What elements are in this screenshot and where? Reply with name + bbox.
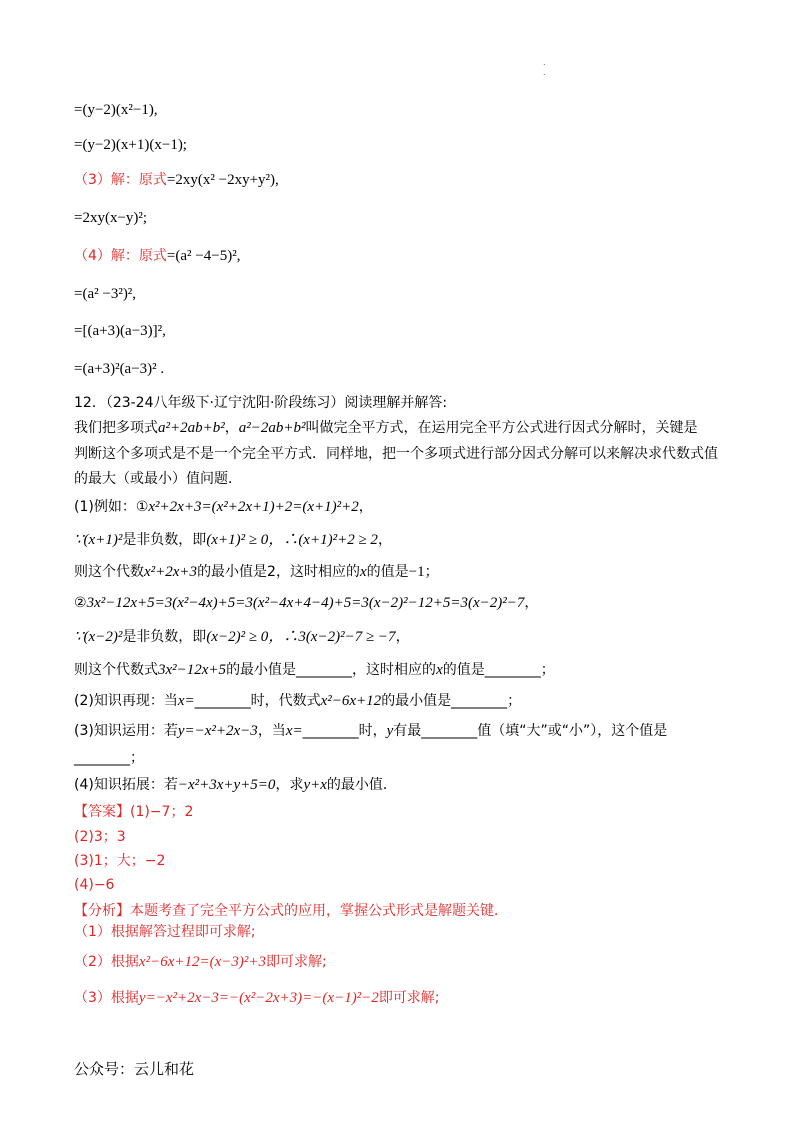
knowledge-3-continued: ________； [74,750,144,766]
text: 是非负数，即 [122,532,207,548]
then-line-1 [74,562,439,582]
math-expression: −x²+3x+y+5=0 [177,777,276,793]
text: (3)知识运用：若 [74,723,178,739]
answer-line-3: (3)1；大；−2 [74,853,166,869]
example-1 [74,497,373,517]
text: 即可求解; [378,990,440,1006]
text: 则这个代数式 [74,662,158,678]
answer-line-1 [74,802,193,822]
text: 我们把多项式 [74,420,158,436]
solution-line-5 [74,246,240,266]
answer-label: 【答案】 [74,804,130,820]
math-expression: ∵(x+1)² [74,532,123,548]
analysis-label: 【分析】 [74,903,130,919]
text: ________时， [302,723,387,739]
solution-line-8: =(a+3)²(a−3)² . [74,361,165,377]
math-expression: x²−6x+12=(x−3)²+3 [138,954,266,970]
text: 的最小值是________； [381,693,522,709]
text: 有最________值（填“大”或“小”），这个值是 [393,723,668,739]
text: (2)知识再现：当 [74,693,178,709]
knowledge-2 [74,691,521,711]
step-label: （4）解：原式 [74,248,167,264]
text: ； [424,564,439,580]
then-line-2 [74,660,555,680]
solution-line-2: =(y−2)(x+1)(x−1); [74,137,187,153]
text: （2）根据 [74,954,139,970]
text: 的最小值是2，这时相应的 [197,564,360,580]
analysis-step-2 [74,952,327,972]
math-value: −1 [408,564,425,580]
text: 则这个代数 [74,564,144,580]
answer-line-4: (4)−6 [74,877,115,893]
analysis-text: 本题考查了完全平方公式的应用，掌握公式形式是解题关键． [130,903,508,919]
math-expression: ，∴3(x−2)²−7 ≥ −7 [268,629,396,645]
corner-mark: . [543,58,546,67]
since-line-2 [74,627,410,647]
text: 叫做完全平方式，在运用完全平方公式进行因式分解时，关键是 [305,420,698,436]
math-expression: ，∴(x+1)²+2 ≥ 2 [268,532,378,548]
paragraph-line [74,418,698,438]
text: ， [224,420,239,436]
math-expression: =(a² −4−5)², [166,248,241,264]
paragraph-line: 的最大（或最小）值问题． [74,471,242,487]
math-expression: x²+2x+3=(x²+2x+1)+2=(x+1)²+2 [148,499,359,515]
math-expression: 3x²−12x+5 [158,662,227,678]
math-expression: 3x²−12x+5=3(x²−4x)+5=3(x²−4x+4−4)+5=3(x−2)²−12+5=3(x−2)²−7 [86,595,525,611]
math-expression: (x−2)² ≥ 0 [206,629,269,645]
since-line-1 [74,530,392,550]
knowledge-3 [74,721,667,741]
solution-line-1: =(y−2)(x²−1), [74,102,158,118]
solution-line-7: =[(a+3)(a−3)]², [74,323,166,339]
text: 的最小值． [326,777,397,793]
paragraph-line: 判断这个多项式是不是一个完全平方式．同样地，把一个多项式进行部分因式分解可以来解决求代数式值 [74,446,718,462]
math-expression: =2xy(x² −2xy+y²), [166,172,279,188]
text: 的最小值是________，这时相应的 [226,662,437,678]
text: ，求 [275,777,304,793]
footer-text: 公众号：云儿和花 [74,1060,195,1078]
math-expression: y=−x²+2x−3 [177,723,258,739]
text: 的值是 [366,564,409,580]
math-variable: x [436,662,443,678]
analysis-line [74,901,508,921]
math-expression: a²−2ab+b² [238,420,306,436]
step-label: （3）解：原式 [74,172,167,188]
knowledge-4 [74,775,397,795]
math-expression: x²+2x+3 [144,564,198,580]
question-title: 12．（23-24八年级下·辽宁沈阳·阶段练习）阅读理解并解答: [74,395,448,411]
text: (4)知识拓展：若 [74,777,178,793]
math-expression: a²+2ab+b² [158,420,225,436]
text: （3）根据 [74,990,139,1006]
analysis-step-3 [74,988,440,1008]
solution-line-6: =(a² −3²)², [74,286,137,302]
text: ，当 [257,723,286,739]
math-expression: y+x [303,777,327,793]
text: 的值是________； [442,662,555,678]
math-variable: y [386,723,394,739]
text: 即可求解; [266,954,327,970]
math-expression: x= [285,723,303,739]
math-variable: x [359,564,367,580]
analysis-step-1: （1）根据解答过程即可求解; [74,924,256,940]
text: ② [74,595,87,611]
solution-line-4: =2xy(x−y)²; [74,210,148,226]
text: (1)例如：① [74,499,149,515]
math-expression: ∵(x−2)² [74,629,123,645]
math-expression: x²−6x+12 [320,693,382,709]
corner-mark: . [543,68,546,77]
text: 是非负数，即 [122,629,207,645]
text: ， [358,499,373,515]
math-expression: x= [177,693,195,709]
text: ， [524,595,539,611]
solution-line-3 [74,170,279,190]
math-expression: y=−x²+2x−3=−(x²−2x+3)=−(x−1)²−2 [138,990,379,1006]
math-expression: (x+1)² ≥ 0 [206,532,269,548]
answer-text: (1)−7；2 [130,804,194,820]
text: ， [377,532,392,548]
answer-line-2: (2)3；3 [74,829,126,845]
text: ________时，代数式 [194,693,321,709]
example-2 [74,593,538,613]
text: ， [395,629,410,645]
